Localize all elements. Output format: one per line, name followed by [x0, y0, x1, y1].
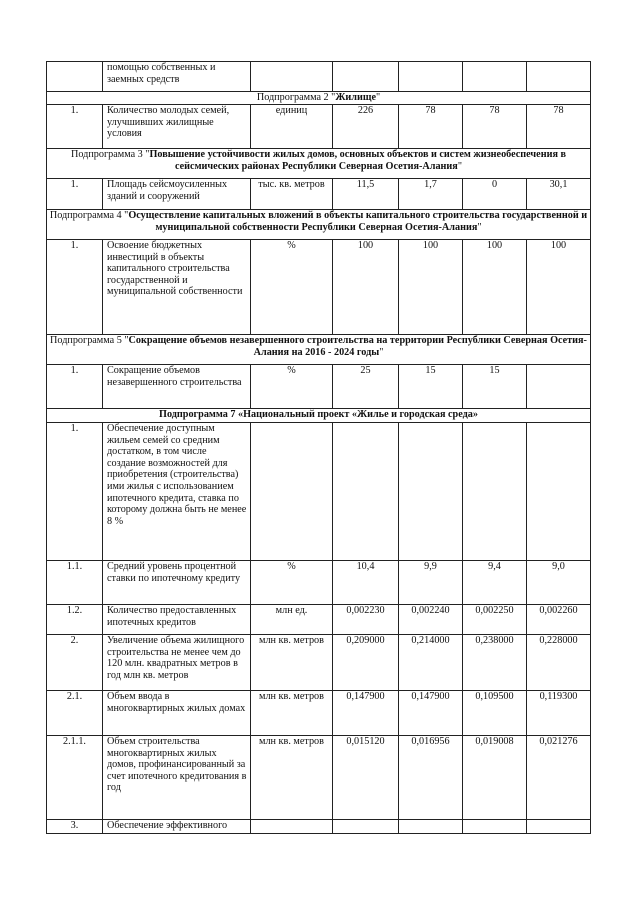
table-row — [47, 423, 591, 561]
unit-of-measure — [251, 62, 333, 92]
subprogram-suffix: " — [375, 92, 381, 103]
value-col-2: 9,9 — [399, 561, 463, 605]
value-col-4: 9,0 — [527, 561, 591, 605]
subprogram-name: Жилище — [335, 92, 376, 103]
unit-of-measure: млн ед. — [251, 605, 333, 635]
value-col-3 — [463, 62, 527, 92]
value-col-4: 100 — [527, 240, 591, 335]
table-row — [47, 605, 591, 635]
indicator-name: Объем строительства многоквартирных жилых домов, профинансированный за счет ипотечного кредитования в год — [103, 736, 251, 820]
indicator-name: помощью собственных и заемных средств — [103, 62, 251, 92]
unit-of-measure — [251, 820, 333, 834]
unit-of-measure: тыс. кв. метров — [251, 179, 333, 210]
unit-of-measure: % — [251, 240, 333, 335]
subprogram-header-row — [47, 149, 591, 179]
indicator-name: Площадь сейсмоусиленных зданий и сооружений — [103, 179, 251, 210]
value-col-1 — [333, 423, 399, 561]
value-col-1: 0,015120 — [333, 736, 399, 820]
indicator-name: Количество молодых семей, улучшивших жилищные условия — [103, 105, 251, 149]
value-col-1: 10,4 — [333, 561, 399, 605]
value-col-4 — [527, 365, 591, 409]
indicator-name: Освоение бюджетных инвестиций в объекты капитального строительства государственной и муниципальной собственности — [103, 240, 251, 335]
subprogram-name: Подпрограмма 7 «Национальный проект «Жилье и городская среда» — [159, 409, 478, 420]
value-col-3: 0 — [463, 179, 527, 210]
indicator-name: Сокращение объемов незавершенного строительства — [103, 365, 251, 409]
value-col-1: 0,209000 — [333, 635, 399, 691]
subprogram-prefix: Подпрограмма 5 " — [50, 335, 129, 346]
value-col-1 — [333, 820, 399, 834]
row-number: 3. — [47, 820, 103, 834]
subprogram-header-row — [47, 92, 591, 105]
table-row — [47, 240, 591, 335]
value-col-3: 0,238000 — [463, 635, 527, 691]
subprogram-suffix: " — [379, 346, 384, 358]
value-col-2: 1,7 — [399, 179, 463, 210]
value-col-2: 78 — [399, 105, 463, 149]
table-row — [47, 736, 591, 820]
row-number: 2.1. — [47, 691, 103, 736]
indicator-name: Объем ввода в многоквартирных жилых домах — [103, 691, 251, 736]
unit-of-measure: млн кв. метров — [251, 736, 333, 820]
indicator-name: Увеличение объема жилищного строительства не менее чем до 120 млн. квадратных метров в год млн кв. метров — [103, 635, 251, 691]
row-number: 1. — [47, 423, 103, 561]
value-col-1: 100 — [333, 240, 399, 335]
value-col-3: 78 — [463, 105, 527, 149]
row-number — [47, 62, 103, 92]
subprogram-suffix: " — [457, 160, 462, 172]
row-number: 1.2. — [47, 605, 103, 635]
indicator-name: Обеспечение эффективного — [103, 820, 251, 834]
value-col-4 — [527, 62, 591, 92]
table-row — [47, 691, 591, 736]
value-col-2: 0,016956 — [399, 736, 463, 820]
row-number: 1.1. — [47, 561, 103, 605]
subprogram-title — [47, 92, 591, 105]
subprogram-title — [47, 210, 591, 240]
value-col-3: 0,019008 — [463, 736, 527, 820]
subprogram-name: Повышение устойчивости жилых домов, основных объектов и систем жизнеобеспечения в сейсмических районах Республики Северная Осетия-Алания — [149, 149, 567, 172]
value-col-3 — [463, 820, 527, 834]
subprogram-header-row — [47, 335, 591, 365]
unit-of-measure — [251, 423, 333, 561]
value-col-4: 0,228000 — [527, 635, 591, 691]
unit-of-measure: млн кв. метров — [251, 635, 333, 691]
table-row — [47, 105, 591, 149]
value-col-4 — [527, 423, 591, 561]
value-col-1: 11,5 — [333, 179, 399, 210]
value-col-4 — [527, 820, 591, 834]
row-number: 1. — [47, 240, 103, 335]
indicators-table — [46, 61, 591, 834]
subprogram-name: Сокращение объемов незавершенного строительства на территории Республики Северная Осетия-Алания на 2016 - 2024 годы — [128, 335, 587, 358]
subprogram-name: Осуществление капитальных вложений в объекты капитального строительства государственной и муниципальной собственности Республики Северная Осетия-Алания — [128, 210, 588, 233]
value-col-3: 0,109500 — [463, 691, 527, 736]
indicator-name: Количество предоставленных ипотечных кредитов — [103, 605, 251, 635]
row-number: 2. — [47, 635, 103, 691]
subprogram-prefix: Подпрограмма 2 " — [256, 92, 336, 103]
value-col-3: 100 — [463, 240, 527, 335]
value-col-3 — [463, 423, 527, 561]
unit-of-measure: % — [251, 561, 333, 605]
indicator-name: Обеспечение доступным жильем семей со средним достатком, в том числе создание возможностей для приобретения (строительства) ими жилья с использованием ипотечного кредита, ставка по которому должна быть не менее 8 % — [103, 423, 251, 561]
value-col-4: 0,002260 — [527, 605, 591, 635]
value-col-2: 0,002240 — [399, 605, 463, 635]
table-row — [47, 561, 591, 605]
unit-of-measure: млн кв. метров — [251, 691, 333, 736]
value-col-1 — [333, 62, 399, 92]
value-col-2: 100 — [399, 240, 463, 335]
value-col-3: 9,4 — [463, 561, 527, 605]
unit-of-measure: единиц — [251, 105, 333, 149]
subprogram-title — [47, 409, 591, 423]
subprogram-title — [47, 335, 591, 365]
value-col-2: 0,147900 — [399, 691, 463, 736]
subprogram-header-row — [47, 409, 591, 423]
row-number: 1. — [47, 365, 103, 409]
unit-of-measure: % — [251, 365, 333, 409]
table-row — [47, 62, 591, 92]
value-col-4: 30,1 — [527, 179, 591, 210]
value-col-4: 0,119300 — [527, 691, 591, 736]
value-col-1: 226 — [333, 105, 399, 149]
table-row — [47, 179, 591, 210]
table-row — [47, 365, 591, 409]
value-col-4: 78 — [527, 105, 591, 149]
row-number: 1. — [47, 105, 103, 149]
subprogram-title — [47, 149, 591, 179]
value-col-1: 25 — [333, 365, 399, 409]
subprogram-prefix: Подпрограмма 4 " — [49, 210, 129, 221]
value-col-2: 0,214000 — [399, 635, 463, 691]
value-col-2 — [399, 423, 463, 561]
subprogram-suffix: " — [477, 221, 482, 233]
value-col-1: 0,147900 — [333, 691, 399, 736]
row-number: 2.1.1. — [47, 736, 103, 820]
value-col-2: 15 — [399, 365, 463, 409]
value-col-2 — [399, 820, 463, 834]
table-row — [47, 635, 591, 691]
indicator-name: Средний уровень процентной ставки по ипотечному кредиту — [103, 561, 251, 605]
value-col-2 — [399, 62, 463, 92]
value-col-3: 0,002250 — [463, 605, 527, 635]
table-row — [47, 820, 591, 834]
value-col-3: 15 — [463, 365, 527, 409]
value-col-4: 0,021276 — [527, 736, 591, 820]
row-number: 1. — [47, 179, 103, 210]
value-col-1: 0,002230 — [333, 605, 399, 635]
subprogram-prefix: Подпрограмма 3 " — [70, 149, 150, 160]
subprogram-header-row — [47, 210, 591, 240]
